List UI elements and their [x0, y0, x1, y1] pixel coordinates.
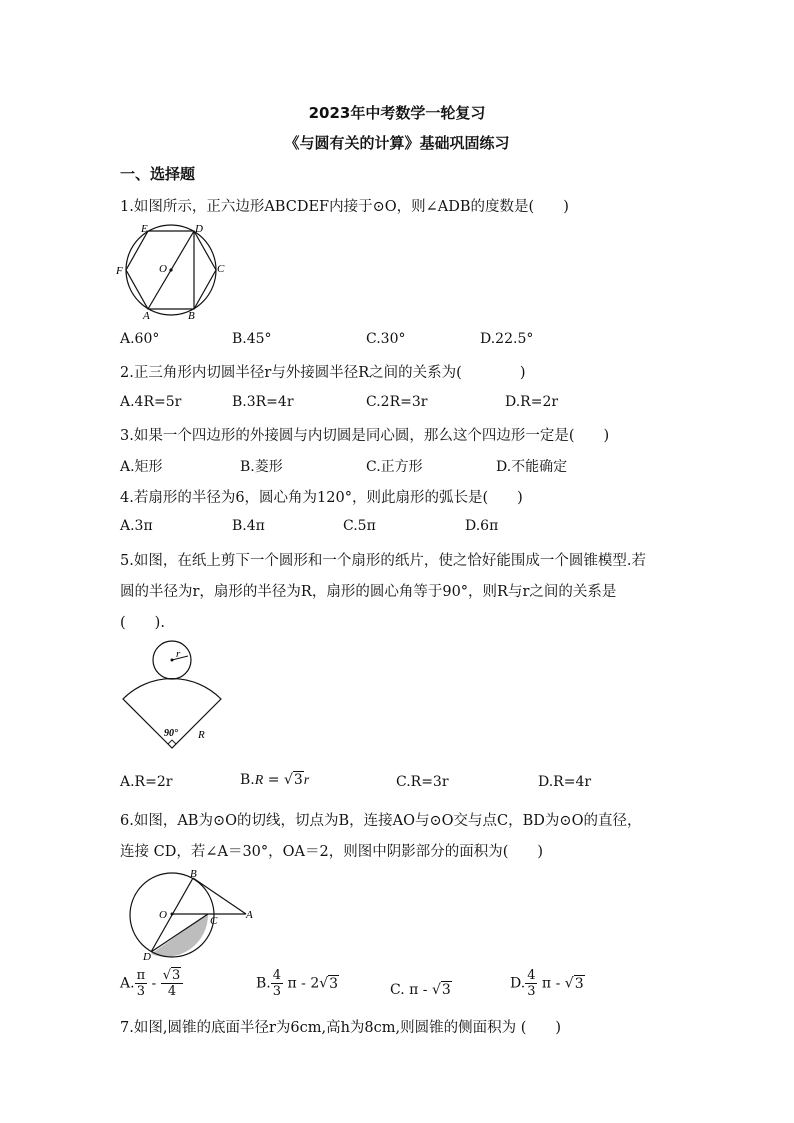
q2-option-a: A.4R=5r	[120, 394, 182, 410]
q3-option-c: C.正方形	[366, 459, 423, 475]
q1-option-c: C.30°	[366, 331, 406, 347]
q6-option-d: D. $\frac{4}{3}$ π - √3	[510, 968, 584, 999]
q1-label-d: D	[195, 223, 203, 235]
q5-label-angle: 90°	[164, 728, 178, 739]
q6-label-c: C	[210, 915, 218, 927]
q5-option-c: C.R=3r	[396, 774, 449, 790]
q2-option-c: C.2R=3r	[366, 394, 428, 410]
q1-option-d: D.22.5°	[480, 331, 534, 347]
q3-option-a: A.矩形	[120, 459, 163, 475]
q5-stem-line3: ( ).	[120, 615, 165, 631]
q7-stem: 7.如图,圆锥的底面半径r为6cm,高h为8cm,则圆锥的侧面积为 ( )	[120, 1020, 562, 1036]
q3-option-d: D.不能确定	[496, 459, 568, 475]
q1-label-o: O	[159, 263, 167, 275]
q3-stem: 3.如果一个四边形的外接圆与内切圆是同心圆，那么这个四边形一定是( )	[120, 428, 610, 444]
doc-subtitle: 《与圆有关的计算》基础巩固练习	[284, 134, 510, 152]
q2-option-b: B.3R=4r	[232, 394, 294, 410]
q5-stem-line1: 5.如图，在纸上剪下一个圆形和一个扇形的纸片，使之恰好能围成一个圆锥模型.若	[120, 553, 646, 569]
q1-option-a: A.60°	[120, 331, 160, 347]
q3-option-b: B.菱形	[240, 459, 283, 475]
q4-option-c: C.5π	[343, 518, 376, 534]
q2-stem: 2.正三角形内切圆半径r与外接圆半径R之间的关系为( )	[120, 365, 526, 381]
q5-cone-net-figure	[118, 638, 228, 752]
q6-option-a: A. $\frac{\pi}{3}$ - $\frac{√3}{4}$	[120, 968, 183, 999]
q5-stem-line2: 圆的半径为r，扇形的半径为R，扇形的圆心角等于90°，则R与r之间的关系是	[120, 584, 617, 600]
q1-label-e: E	[141, 223, 148, 235]
q6-label-b: B	[190, 868, 197, 880]
q6-label-d: D	[143, 951, 151, 962]
q6-tangent-figure	[118, 866, 258, 962]
q1-stem: 1.如图所示，正六边形ABCDEF内接于⊙O，则∠ADB的度数是( )	[120, 199, 569, 215]
q6-label-o: O	[159, 909, 167, 921]
q4-stem: 4.若扇形的半径为6，圆心角为120°，则此扇形的弧长是( )	[120, 490, 523, 506]
q1-hexagon-figure	[115, 220, 230, 322]
doc-title: 2023年中考数学一轮复习	[308, 104, 486, 122]
q5-option-d: D.R=4r	[538, 774, 592, 790]
q5-option-a: A.R=2r	[120, 774, 173, 790]
q4-option-a: A.3π	[120, 518, 153, 534]
q5-option-b: B.R = √3r	[240, 772, 310, 788]
q5-label-r: r	[176, 648, 181, 660]
q5-label-R: R	[198, 729, 205, 741]
q2-option-d: D.R=2r	[505, 394, 559, 410]
q1-label-f: F	[116, 265, 123, 277]
q6-stem-line2: 连接 CD，若∠A＝30°，OA＝2，则图中阴影部分的面积为( )	[120, 844, 544, 860]
q6-stem-line1: 6.如图，AB为⊙O的切线，切点为B，连接AO与⊙O交与点C，BD为⊙O的直径，	[120, 813, 642, 829]
q1-label-c: C	[217, 263, 225, 275]
q6-label-a: A	[246, 909, 253, 921]
q4-option-d: D.6π	[465, 518, 499, 534]
q1-option-b: B.45°	[232, 331, 272, 347]
section-heading: 一、选择题	[120, 165, 196, 183]
q6-option-c: C. π - √3	[390, 982, 451, 998]
q1-label-a: A	[143, 310, 150, 322]
q6-option-b: B. $\frac{4}{3}$ π - 2√3	[256, 968, 339, 999]
q1-label-b: B	[188, 310, 195, 322]
q4-option-b: B.4π	[232, 518, 265, 534]
